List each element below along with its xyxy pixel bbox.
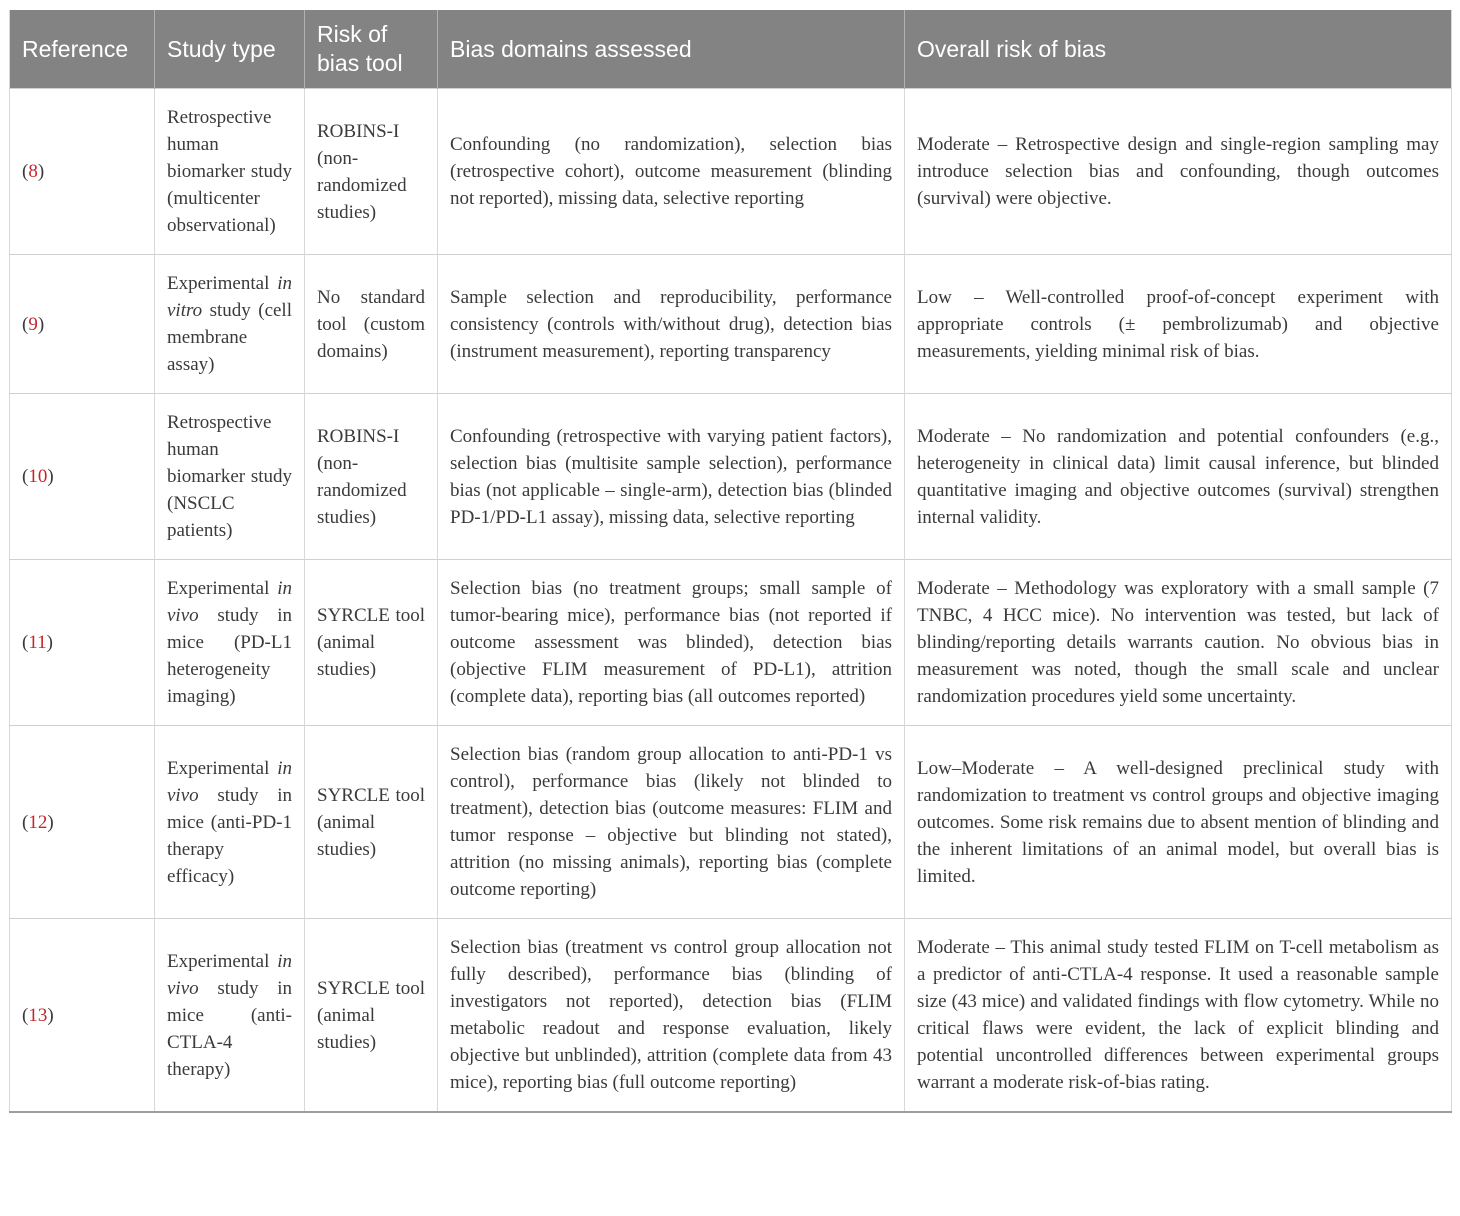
column-header-risk-of-bias-tool: Risk of bias tool bbox=[305, 10, 438, 89]
study-type-text: study in mice (PD-L1 heterogeneity imaging) bbox=[167, 605, 292, 707]
reference-cell bbox=[10, 919, 155, 1113]
reference-paren-open: ( bbox=[22, 161, 29, 182]
study-type-cell bbox=[155, 394, 305, 560]
bias-tool-cell: ROBINS-I (non-randomized studies) bbox=[305, 89, 438, 255]
reference-paren-close: ) bbox=[47, 466, 54, 487]
reference-link[interactable]: 8 bbox=[28, 161, 38, 182]
reference-cell bbox=[10, 726, 155, 919]
bias-domains-cell: Sample selection and reproducibility, performance consistency (controls with/without drug), detection bias (instrument measurement), reporting transparency bbox=[438, 255, 905, 394]
reference-cell bbox=[10, 394, 155, 560]
reference-paren-close: ) bbox=[47, 811, 54, 833]
column-header-overall-risk: Overall risk of bias bbox=[905, 10, 1452, 89]
risk-of-bias-table-container bbox=[9, 10, 1451, 1113]
table-row bbox=[10, 255, 1452, 394]
bias-domains-cell: Confounding (no randomization), selection bias (retrospective cohort), outcome measurement (blinding not reported), missing data, selective reporting bbox=[438, 89, 905, 255]
column-header-bias-domains: Bias domains assessed bbox=[438, 10, 905, 89]
reference-paren-close: ) bbox=[47, 1004, 54, 1026]
reference-link[interactable]: 13 bbox=[28, 1004, 48, 1026]
overall-risk-cell: Low – Well-controlled proof-of-concept experiment with appropriate controls (± pembrolizumab) and objective measurements, yielding minimal risk of bias. bbox=[905, 255, 1452, 394]
bias-domains-cell: Selection bias (random group allocation to anti-PD-1 vs control), performance bias (likely not blinded to treatment), detection bias (outcome measures: FLIM and tumor response – objective but blinding not stated), attrition (no missing animals), reporting bias (complete outcome reporting) bbox=[438, 726, 905, 919]
bias-tool-cell: SYRCLE tool (animal studies) bbox=[305, 726, 438, 919]
bias-tool-cell: SYRCLE tool (animal studies) bbox=[305, 919, 438, 1113]
study-type-cell bbox=[155, 255, 305, 394]
study-type-cell bbox=[155, 89, 305, 255]
bias-domains-cell: Selection bias (treatment vs control group allocation not fully described), performance bias (blinding of investigators not reported), detection bias (FLIM metabolic readout and response evaluation, likely objective but unblinded), attrition (complete data from 43 mice), reporting bias (full outcome reporting) bbox=[438, 919, 905, 1113]
reference-paren-open: ( bbox=[22, 632, 29, 653]
reference-cell bbox=[10, 89, 155, 255]
reference-paren-close: ) bbox=[37, 313, 45, 335]
study-type-text: Experimental bbox=[167, 757, 278, 779]
overall-risk-cell: Moderate – Retrospective design and single-region sampling may introduce selection bias and confounding, though outcomes (survival) were objective. bbox=[905, 89, 1452, 255]
table-row bbox=[10, 89, 1452, 255]
reference-paren-close: ) bbox=[37, 161, 45, 182]
study-type-text: Experimental bbox=[167, 273, 278, 294]
table-row bbox=[10, 919, 1452, 1113]
bias-domains-cell: Confounding (retrospective with varying patient factors), selection bias (multisite sample selection), performance bias (not applicable – single-arm), detection bias (blinded PD-1/PD-L1 assay), missing data, selective reporting bbox=[438, 394, 905, 560]
table-row bbox=[10, 394, 1452, 560]
study-type-text: Experimental bbox=[167, 578, 278, 599]
study-type-text: study (cell membrane assay) bbox=[167, 300, 292, 375]
reference-link[interactable]: 9 bbox=[28, 313, 38, 335]
overall-risk-cell: Moderate – This animal study tested FLIM on T-cell metabolism as a predictor of anti-CTLA-4 response. It used a reasonable sample size (43 mice) and validated findings with flow cytometry. While no critical flaws were evident, the lack of explicit blinding and potential uncontrolled differences between experimental groups warrant a moderate risk-of-bias rating. bbox=[905, 919, 1452, 1113]
study-type-text: study in mice (anti-CTLA-4 therapy) bbox=[167, 977, 292, 1080]
study-type-latin-phrase: in vivo bbox=[167, 950, 292, 999]
reference-paren-close: ) bbox=[46, 632, 53, 653]
reference-cell bbox=[10, 560, 155, 726]
reference-link[interactable]: 11 bbox=[28, 632, 47, 653]
bias-tool-cell: SYRCLE tool (animal studies) bbox=[305, 560, 438, 726]
reference-paren-open: ( bbox=[22, 811, 29, 833]
reference-paren-open: ( bbox=[22, 313, 29, 335]
table-row bbox=[10, 726, 1452, 919]
table-header bbox=[10, 10, 1452, 89]
study-type-cell bbox=[155, 726, 305, 919]
reference-link[interactable]: 12 bbox=[28, 811, 48, 833]
study-type-latin-phrase: in vitro bbox=[167, 273, 292, 321]
overall-risk-cell: Moderate – Methodology was exploratory with a small sample (7 TNBC, 4 HCC mice). No intervention was tested, but lack of blinding/reporting details warrants caution. No obvious bias in measurement was noted, though the small scale and unclear randomization procedures yield some uncertainty. bbox=[905, 560, 1452, 726]
study-type-cell bbox=[155, 919, 305, 1113]
header-row bbox=[10, 10, 1452, 89]
overall-risk-cell: Low–Moderate – A well-designed preclinical study with randomization to treatment vs control groups and objective imaging outcomes. Some risk remains due to absent mention of blinding and the inherent limitations of an animal model, but overall bias is limited. bbox=[905, 726, 1452, 919]
bias-tool-cell: No standard tool (custom domains) bbox=[305, 255, 438, 394]
reference-paren-open: ( bbox=[22, 466, 29, 487]
column-header-reference: Reference bbox=[10, 10, 155, 89]
study-type-text: Retrospective human biomarker study (multicenter observational) bbox=[167, 107, 292, 236]
table-row bbox=[10, 560, 1452, 726]
study-type-text: Experimental bbox=[167, 950, 278, 972]
study-type-text: Retrospective human biomarker study (NSCLC patients) bbox=[167, 412, 292, 541]
table-body bbox=[10, 89, 1452, 1113]
overall-risk-cell: Moderate – No randomization and potential confounders (e.g., heterogeneity in clinical data) limit causal inference, but blinded quantitative imaging and objective outcomes (survival) strengthen internal validity. bbox=[905, 394, 1452, 560]
reference-paren-open: ( bbox=[22, 1004, 29, 1026]
study-type-cell bbox=[155, 560, 305, 726]
risk-of-bias-table bbox=[9, 10, 1452, 1113]
bias-tool-cell: ROBINS-I (non-randomized studies) bbox=[305, 394, 438, 560]
study-type-latin-phrase: in vivo bbox=[167, 578, 292, 626]
reference-cell bbox=[10, 255, 155, 394]
reference-link[interactable]: 10 bbox=[28, 466, 48, 487]
study-type-latin-phrase: in vivo bbox=[167, 757, 292, 806]
bias-domains-cell: Selection bias (no treatment groups; small sample of tumor-bearing mice), performance bias (not reported if outcome assessment was blinded), detection bias (objective FLIM measurement of PD-L1), attrition (complete data), reporting bias (all outcomes reported) bbox=[438, 560, 905, 726]
study-type-text: study in mice (anti-PD-1 therapy efficacy) bbox=[167, 784, 292, 887]
column-header-study-type: Study type bbox=[155, 10, 305, 89]
